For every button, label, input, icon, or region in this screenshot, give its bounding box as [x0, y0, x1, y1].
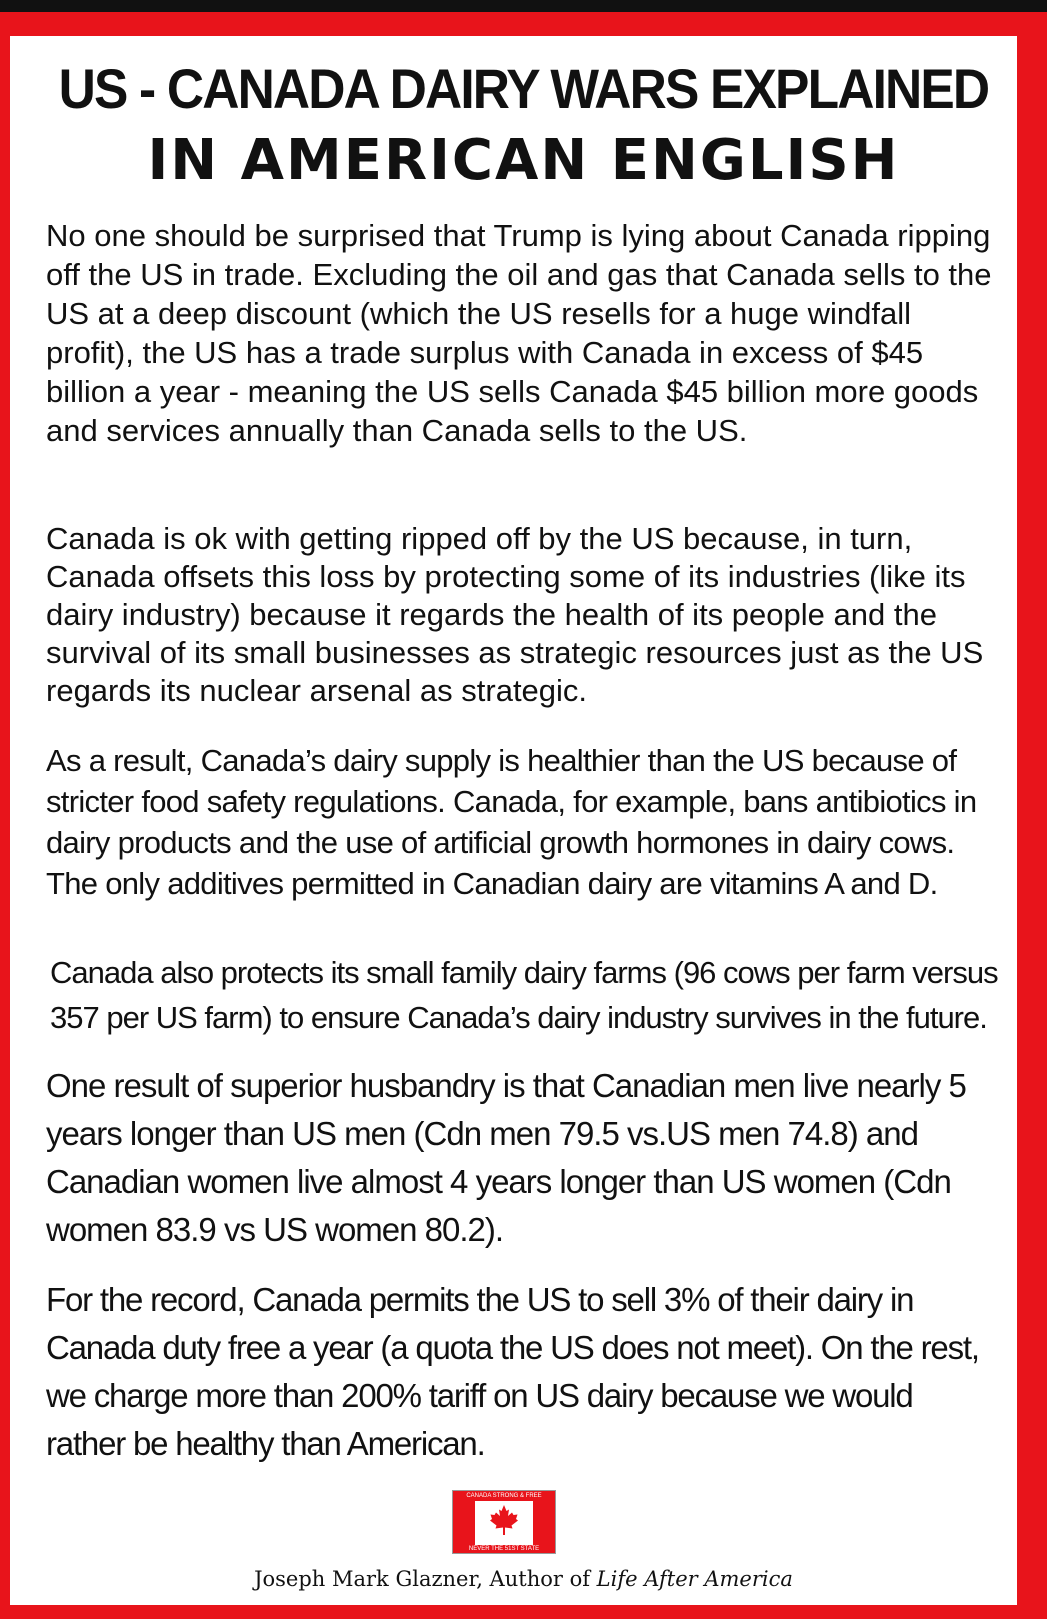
paragraph-protected-industries: Canada is ok with getting ripped off by the US because, in turn, Canada offsets this loss by protecting some of its industries (like its dairy industry) because it regards the health of its people and the survival of its small businesses as strategic resources just as the US regards its nuclear arsenal as strategic. [46, 521, 984, 708]
paragraph-dairy-quota: For the record, Canada permits the US to sell 3% of their dairy in Canada duty free a year (a quota the US does not meet). On the rest, we charge more than 200% tariff on US dairy because we would rather be healthy than American. [46, 1281, 979, 1462]
paragraph-trade-surplus: No one should be surprised that Trump is lying about Canada ripping off the US in trade. Excluding the oil and gas that Canada sells to the US at a deep discount (which the US resells for a huge windfall profit), the US has a trade surplus with Canada in excess of $45 billion a year - meaning the US sells Canada $45 billion more goods and services annually than Canada sells to the US. [46, 218, 992, 448]
page-subtitle: IN AMERICAN ENGLISH [147, 128, 900, 193]
canada-flag-icon [452, 1490, 556, 1554]
maple-leaf-icon [489, 1504, 519, 1538]
page-title: US - CANADA DAIRY WARS EXPLAINED [58, 57, 989, 120]
flag-top-text: CANADA STRONG & FREE [466, 1493, 542, 1499]
author-name: Joseph Mark Glazner, Author of [254, 1567, 597, 1591]
flag-bottom-text: NEVER THE 51ST STATE [468, 1546, 540, 1552]
author-credit [0, 1567, 1047, 1591]
paragraph-life-expectancy: One result of superior husbandry is that Canadian men live nearly 5 years longer than US men (Cdn men 79.5 vs.US men 74.8) and Canadian women live almost 4 years longer than US women (Cdn women 83.9 vs US women 80.2). [46, 1067, 966, 1248]
paragraph-food-safety: As a result, Canada’s dairy supply is healthier than the US because of stricter food safety regulations. Canada, for example, bans antibiotics in dairy products and the use of artificial growth hormones in dairy cows. The only additives permitted in Canadian dairy are vitamins A and D. [46, 743, 977, 901]
paragraph-family-farms: Canada also protects its small family dairy farms (96 cows per farm versus 357 per US farm) to ensure Canada’s dairy industry survives in the future. [50, 955, 998, 1035]
book-title: Life After America [596, 1567, 793, 1591]
top-dark-strip [0, 0, 1047, 12]
